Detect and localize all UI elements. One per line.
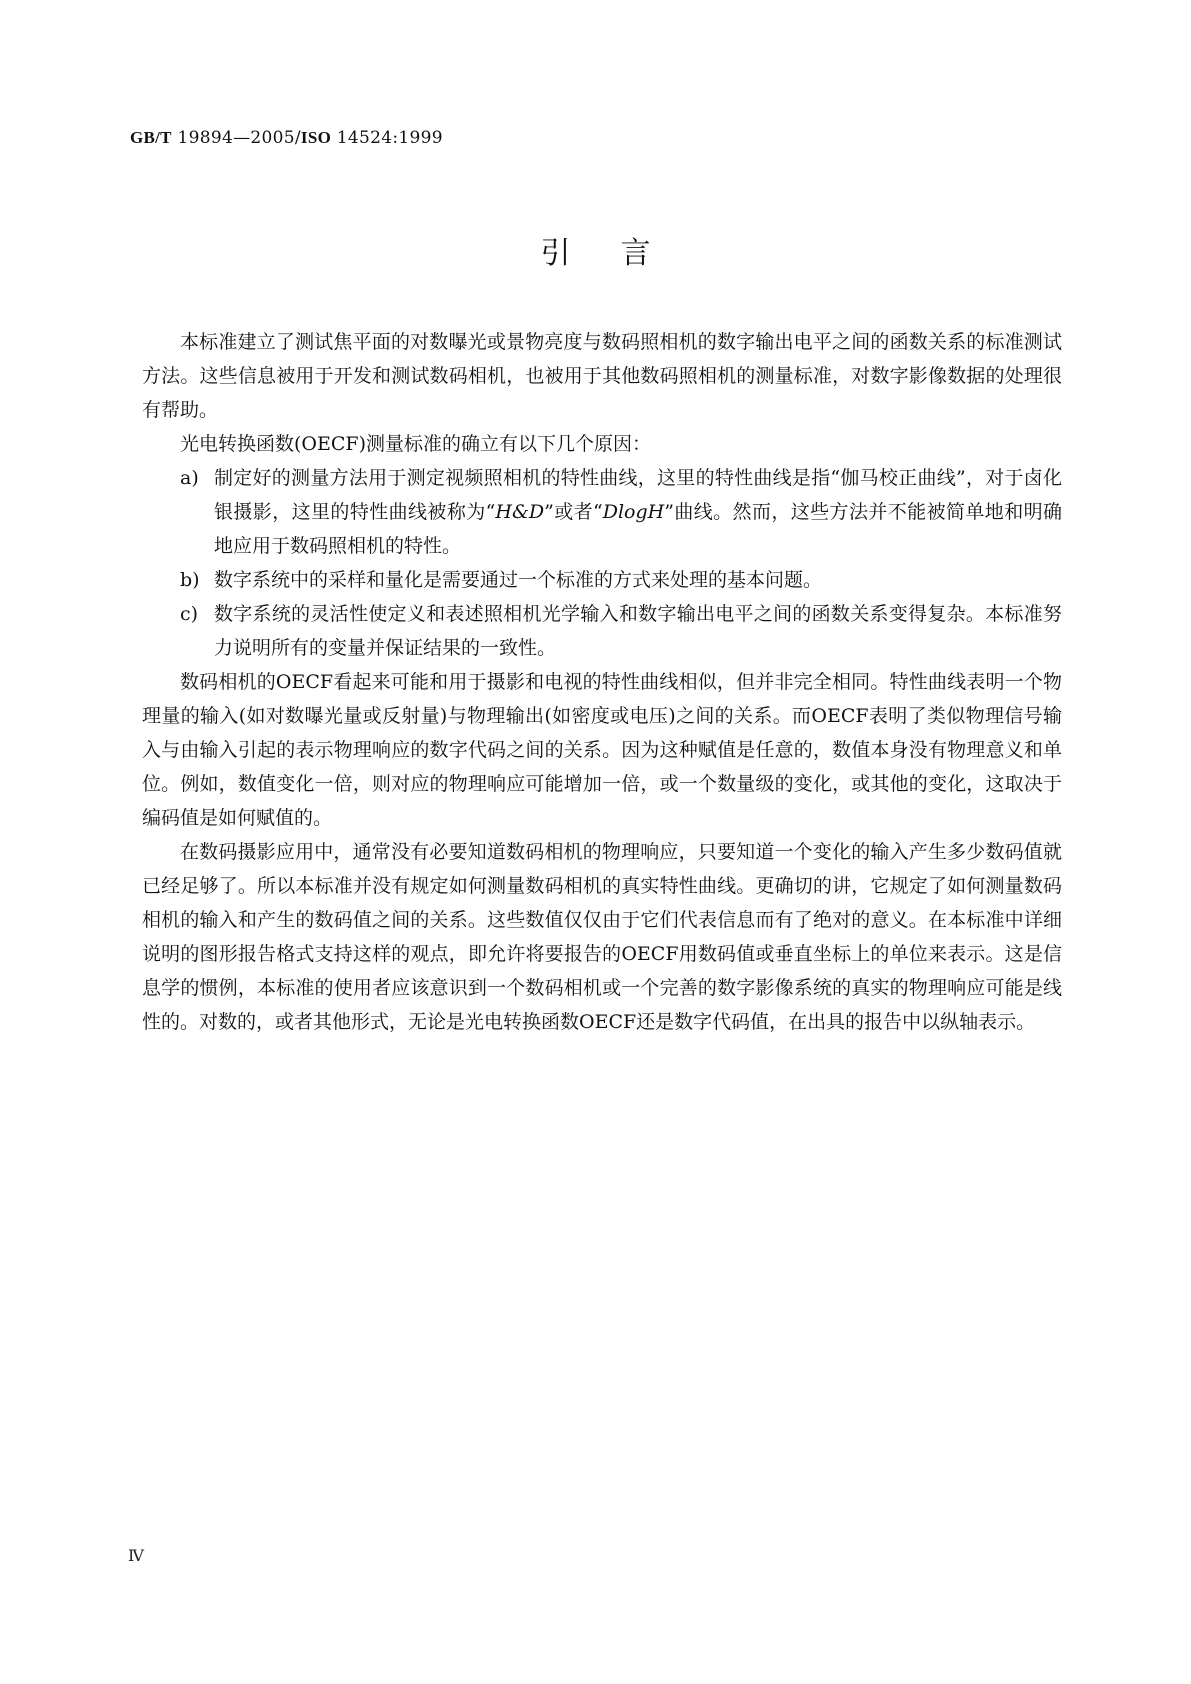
list-item-a-label: a) — [180, 467, 199, 489]
list-item-a-hd: H&D — [495, 501, 545, 523]
paragraph-3: 数码相机的OECF看起来可能和用于摄影和电视的特性曲线相似，但并非完全相同。特性曲线表明一个物理量的输入(如对数曝光量或反射量)与物理输出(如密度或电压)之间的关系。而OECF表明了类似物理信号输入与由输入引起的表示物理响应的数字代码之间的关系。因为这种赋值是任意的，数值本身没有物理意义和单位。例如，数值变化一倍，则对应的物理响应可能增加一倍，或一个数量级的变化，或其他的变化，这取决于编码值是如何赋值的。 — [142, 671, 1062, 829]
paragraph-1: 本标准建立了测试焦平面的对数曝光或景物亮度与数码照相机的数字输出电平之间的函数关系的标准测试方法。这些信息被用于开发和测试数码相机，也被用于其他数码照相机的测量标准，对数字影像数据的处理很有帮助。 — [142, 331, 1062, 421]
list-item-b-label: b) — [180, 569, 200, 591]
header-code-bold-1: GB/T — [130, 128, 172, 147]
list-item-a-text-1: 制定好的测量方法用于测定视频照相机的特性曲线，这里的特性曲线是指“伽马校正曲线”，对于卤化银摄影，这里的特性曲线被称为“ — [214, 467, 1062, 523]
list-item-c-label: c) — [180, 603, 199, 625]
list-item-b — [142, 563, 1062, 597]
list-item-c-text: 数字系统的灵活性使定义和表述照相机光学输入和数字输出电平之间的函数关系变得复杂。本标准努力说明所有的变量并保证结果的一致性。 — [214, 603, 1062, 659]
paragraph-4: 在数码摄影应用中，通常没有必要知道数码相机的物理响应，只要知道一个变化的输入产生多少数码值就已经足够了。所以本标准并没有规定如何测量数码相机的真实特性曲线。更确切的讲，它规定了如何测量数码相机的输入和产生的数码值之间的关系。这些数值仅仅由于它们代表信息而有了绝对的意义。在本标准中详细说明的图形报告格式支持这样的观点，即允许将要报告的OECF用数码值或垂直坐标上的单位来表示。这是信息学的惯例，本标准的使用者应该意识到一个数码相机或一个完善的数字影像系统的真实的物理响应可能是线性的。对数的，或者其他形式，无论是光电转换函数OECF还是数字代码值，在出具的报告中以纵轴表示。 — [142, 841, 1062, 1033]
header-code-bold-2: ISO — [300, 128, 332, 147]
list-item-b-text: 数字系统中的采样和量化是需要通过一个标准的方式来处理的基本问题。 — [214, 569, 823, 591]
page-number: Ⅳ — [128, 1546, 144, 1565]
body-text — [142, 325, 1062, 1039]
header-code-end: 14524:1999 — [331, 128, 443, 148]
list-item-a — [142, 461, 1062, 563]
list-item-a-text-2: ”或者“ — [544, 501, 603, 523]
list-item-a-dlogh: DlogH — [602, 501, 665, 523]
list-item-c — [142, 597, 1062, 665]
section-title: 引言 — [540, 236, 701, 271]
header-code-mid: 19894—2005/ — [171, 128, 301, 148]
list-item-a-text-3: ”曲线。然而，这些方法并不能被简单地和明确地应用于数码照相机的特性。 — [214, 501, 1062, 557]
standard-code-header — [130, 128, 443, 148]
paragraph-2: 光电转换函数(OECF)测量标准的确立有以下几个原因： — [180, 433, 651, 455]
